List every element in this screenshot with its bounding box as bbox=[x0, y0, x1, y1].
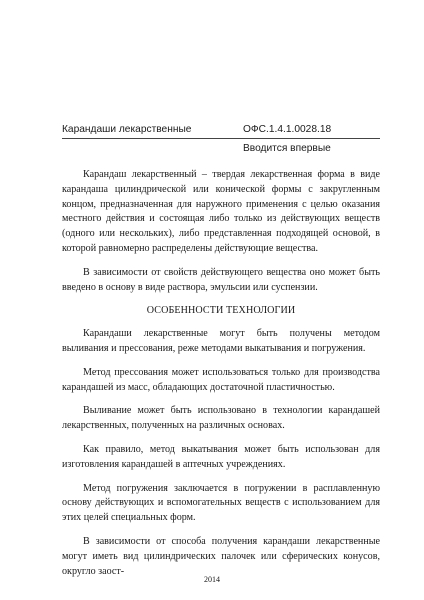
section-title: ОСОБЕННОСТИ ТЕХНОЛОГИИ bbox=[146, 305, 296, 317]
paragraph-methods: Карандаши лекарственные могут быть получены методом выливания и прессования, реже методами выкатывания и погружения. bbox=[62, 328, 380, 354]
document-body bbox=[62, 168, 380, 588]
monograph-title: Карандаши лекарственные bbox=[62, 124, 192, 135]
paragraph-pressing: Метод прессования может использоваться только для производства карандашей из масс, обладающих достаточной пластичностью. bbox=[62, 366, 380, 393]
monograph-code: ОФС.1.4.1.0028.18 bbox=[243, 124, 332, 135]
paragraph-shapes: В зависимости от способа получения карандаши лекарственные могут иметь вид цилиндрических палочек или сферических конусов, округло заост- bbox=[62, 535, 380, 577]
header-rule bbox=[62, 138, 380, 139]
paragraph-definition: Карандаш лекарственный – твердая лекарственная форма в виде карандаша цилиндрической или конической формы с закругленным концом, предназначенная для наружного применения с целью оказания местного действия и состоящая либо только из действующих веществ (одного или нескольких), либо представленная подходящей основой, в которой равномерно распределены действующие вещества. bbox=[62, 169, 380, 254]
introduction-note: Вводится впервые bbox=[243, 143, 331, 154]
page-number: 2014 bbox=[204, 575, 220, 584]
paragraph-pouring: Выливание может быть использовано в технологии карандашей лекарственных, полученных на различных основах. bbox=[62, 405, 380, 432]
paragraph-dipping: Метод погружения заключается в погружении в расплавленную основу действующих и вспомогательных веществ с использованием для этих целей специальных форм. bbox=[62, 482, 380, 524]
paragraph-rolling: Как правило, метод выкатывания может быть использован для изготовления карандашей в аптечных учреждениях. bbox=[62, 443, 380, 470]
paragraph-introduction-form: В зависимости от свойств действующего вещества оно может быть введено в основу в виде раствора, эмульсии или суспензии. bbox=[62, 266, 380, 293]
